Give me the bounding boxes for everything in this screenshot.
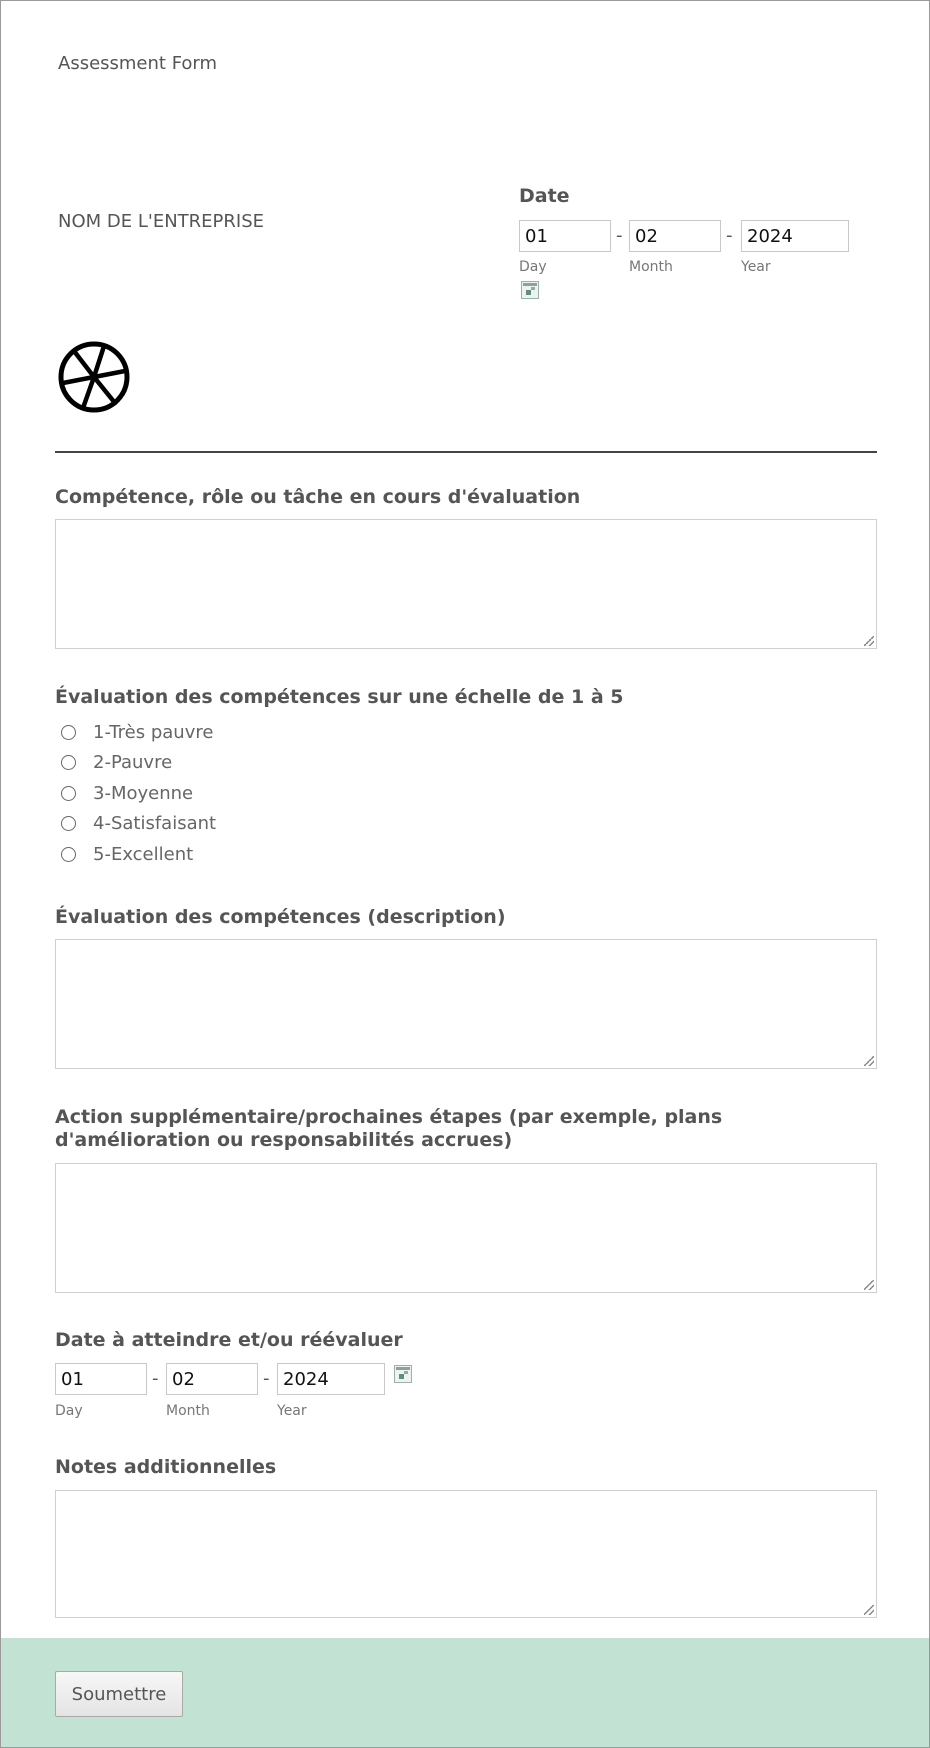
date-day-input[interactable] xyxy=(519,220,611,252)
form-title: Assessment Form xyxy=(58,53,218,74)
radio-button[interactable] xyxy=(61,786,76,801)
rating-option[interactable] xyxy=(61,720,213,744)
calendar-icon[interactable] xyxy=(394,1365,412,1383)
date-label: Date xyxy=(519,185,570,207)
section-divider xyxy=(55,451,877,453)
target-date-label: Date à atteindre et/ou réévaluer xyxy=(55,1329,403,1351)
rating-option-label: 3-Moyenne xyxy=(93,782,194,804)
date-day-label: Day xyxy=(519,259,547,275)
notes-textarea[interactable] xyxy=(55,1490,877,1618)
date-separator: - xyxy=(616,225,623,246)
notes-label: Notes additionnelles xyxy=(55,1456,277,1478)
competence-label: Compétence, rôle ou tâche en cours d'évaluation xyxy=(55,486,581,508)
rating-option[interactable] xyxy=(61,842,193,866)
form-footer xyxy=(1,1638,929,1748)
next-steps-label: Action supplémentaire/prochaines étapes (par exemple, plans d'amélioration ou responsabilités accrues) xyxy=(55,1106,723,1151)
date-year-input[interactable] xyxy=(741,220,849,252)
radio-button[interactable] xyxy=(61,725,76,740)
rating-option[interactable] xyxy=(61,781,193,805)
company-name: NOM DE L'ENTREPRISE xyxy=(58,211,264,232)
date-month-input[interactable] xyxy=(629,220,721,252)
target-date-year-input[interactable] xyxy=(277,1363,385,1395)
resize-grip-icon[interactable] xyxy=(864,636,874,646)
calendar-icon[interactable] xyxy=(521,281,539,299)
date-separator: - xyxy=(263,1368,270,1389)
resize-grip-icon[interactable] xyxy=(864,1280,874,1290)
rating-option-label: 5-Excellent xyxy=(93,843,194,865)
rating-option[interactable] xyxy=(61,750,172,774)
date-separator: - xyxy=(152,1368,159,1389)
target-date-day-label: Day xyxy=(55,1403,83,1419)
camera-aperture-icon xyxy=(57,340,131,414)
competence-textarea[interactable] xyxy=(55,519,877,649)
rating-label: Évaluation des compétences sur une échelle de 1 à 5 xyxy=(55,686,624,708)
description-label: Évaluation des compétences (description) xyxy=(55,906,506,928)
rating-option-label: 1-Très pauvre xyxy=(93,721,214,743)
target-date-year-label: Year xyxy=(277,1403,307,1419)
rating-option-label: 2-Pauvre xyxy=(93,751,173,773)
radio-button[interactable] xyxy=(61,847,76,862)
rating-option[interactable] xyxy=(61,811,216,835)
resize-grip-icon[interactable] xyxy=(864,1605,874,1615)
rating-option-label: 4-Satisfaisant xyxy=(93,812,217,834)
target-date-month-label: Month xyxy=(166,1403,210,1419)
description-textarea[interactable] xyxy=(55,939,877,1069)
resize-grip-icon[interactable] xyxy=(864,1056,874,1066)
submit-button[interactable]: Soumettre xyxy=(55,1671,183,1717)
date-month-label: Month xyxy=(629,259,673,275)
radio-button[interactable] xyxy=(61,816,76,831)
target-date-day-input[interactable] xyxy=(55,1363,147,1395)
next-steps-textarea[interactable] xyxy=(55,1163,877,1293)
date-separator: - xyxy=(726,225,733,246)
target-date-month-input[interactable] xyxy=(166,1363,258,1395)
date-year-label: Year xyxy=(741,259,771,275)
radio-button[interactable] xyxy=(61,755,76,770)
